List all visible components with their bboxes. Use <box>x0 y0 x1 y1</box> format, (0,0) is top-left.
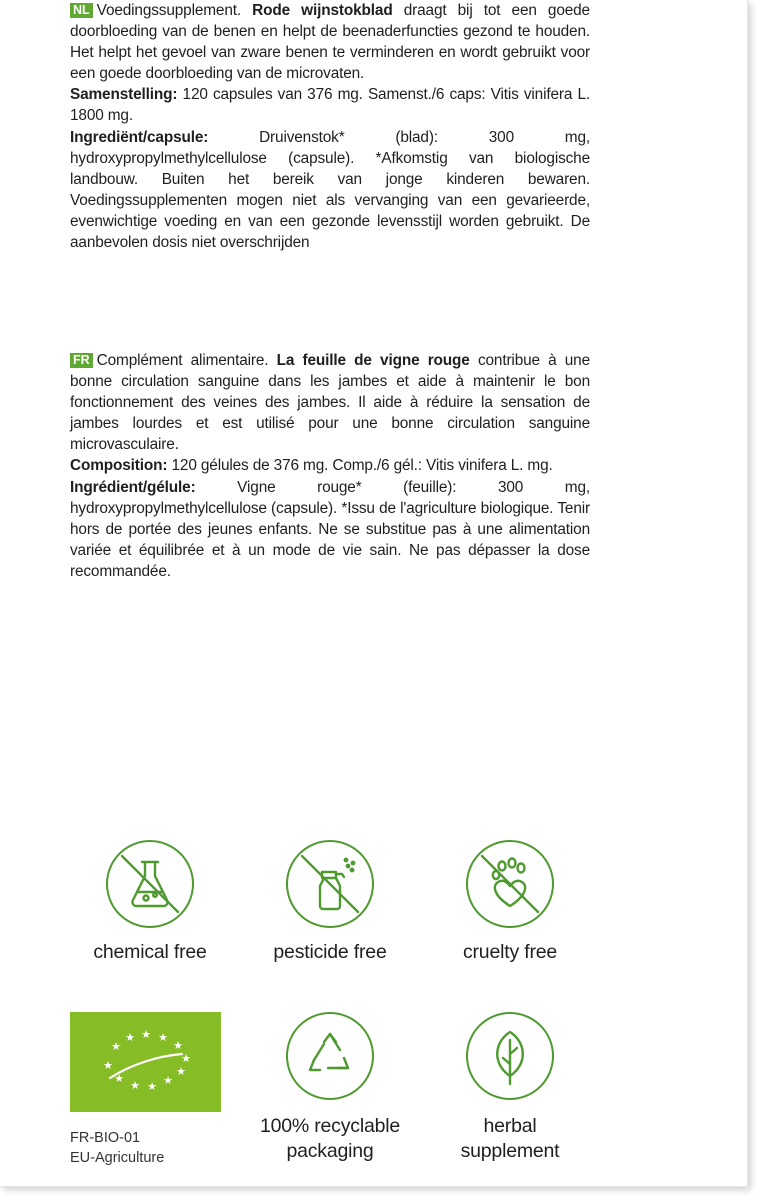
nl-composition-text: 120 capsules van 376 mg. Samenst./6 caps: Vitis vinifera L. 1800 mg. <box>70 86 590 125</box>
svg-text:★: ★ <box>173 1039 183 1052</box>
herbal-label-line2: supplement <box>460 1140 560 1162</box>
svg-text:★: ★ <box>181 1052 191 1065</box>
fr-intro-rest: contribue à une bonne circulation sanguine dans les jambes et aide à maintenir le bon fonctionnement des veines des jambes. Il aide à réduire la sensation de jambes lourdes et est utilisé pour une bonne circulation sanguine microvasculaire. <box>70 352 590 454</box>
spray-bottle-crossed-icon <box>286 840 374 928</box>
paw-heart-crossed-icon <box>466 840 554 928</box>
nl-ingredient-text: Druivenstok* (blad): 300 mg, hydroxypropylmethylcellulose (capsule). *Afkomstig van biologische landbouw. Buiten het bereik van jonge kinderen bewaren. Voedingssupplementen mogen niet als vervanging van een gevarieerde, evenwichtige voeding en van een gezonde levensstijl worden gebruikt. De aanbevolen dosis niet overschrijden <box>70 128 590 252</box>
nl-composition-paragraph <box>70 84 590 126</box>
fr-intro: Complément alimentaire. <box>96 352 269 369</box>
svg-text:★: ★ <box>141 1028 151 1041</box>
svg-text:★: ★ <box>147 1080 157 1093</box>
svg-text:★: ★ <box>125 1031 135 1044</box>
french-text-block <box>70 350 590 582</box>
eu-organic-leaf-logo <box>70 1012 221 1112</box>
cruelty-free-badge <box>430 840 590 965</box>
pesticide-free-badge <box>250 840 410 965</box>
svg-text:★: ★ <box>163 1074 173 1087</box>
fr-ingredient-paragraph <box>70 477 590 582</box>
eu-organic-badge <box>70 1012 230 1168</box>
nl-language-badge: NL <box>70 3 93 18</box>
fr-composition-text: 120 gélules de 376 mg. Comp./6 gél.: Vitis vinifera L. mg. <box>171 457 553 475</box>
herbal-badge <box>430 1012 590 1164</box>
nl-intro: Voedingssupplement. <box>96 2 241 19</box>
nl-intro-rest: draagt bij tot een goede doorbloeding van de benen en helpt de beenaderfuncties gezond te houden. Het helpt het gevoel van zware benen te verminderen en wordt gebruikt voor een goede doorbloeding van de microvaten. <box>70 2 590 83</box>
leaf-icon <box>466 1012 554 1100</box>
nl-ingredient-paragraph <box>70 127 590 254</box>
recycle-icon <box>286 1012 374 1100</box>
svg-text:★: ★ <box>111 1040 121 1053</box>
chemical-free-label: chemical free <box>93 941 207 963</box>
cruelty-free-label: cruelty free <box>462 941 558 963</box>
svg-text:★: ★ <box>176 1065 186 1078</box>
herbal-label-line1: herbal <box>483 1115 537 1137</box>
recyclable-label-line2: packaging <box>286 1140 374 1162</box>
nl-ingredient-label: Ingrediënt/capsule: <box>70 128 209 146</box>
fr-language-badge: FR <box>70 353 93 368</box>
svg-text:★: ★ <box>130 1079 140 1092</box>
svg-text:★: ★ <box>158 1031 168 1044</box>
recyclable-label-line1: 100% recyclable <box>259 1115 401 1137</box>
svg-text:★: ★ <box>114 1072 124 1085</box>
pesticide-free-label: pesticide free <box>273 941 387 963</box>
nl-intro-paragraph <box>70 0 590 84</box>
eu-organic-code-line: FR-BIO-01 <box>70 1130 141 1146</box>
fr-ingredient-text: Vigne rouge* (feuille): 300 mg, hydroxypropylmethylcellulose (capsule). *Issu de l'agriculture biologique. Tenir hors de portée des jeunes enfants. Ne se substitue pas à une alimentation variée et équilibrée et à un mode de vie sain. Ne pas dépasser la dose recommandée. <box>70 478 590 580</box>
nl-product-name: Rode wijnstokblad <box>252 2 393 19</box>
fr-composition-label: Composition: <box>70 457 168 475</box>
recyclable-label <box>250 1114 410 1164</box>
fr-composition-paragraph <box>70 455 590 476</box>
nl-composition-label: Samenstelling: <box>70 86 178 104</box>
herbal-label <box>430 1114 590 1164</box>
eu-agriculture-line: EU-Agriculture <box>70 1150 165 1166</box>
recyclable-badge <box>250 1012 410 1164</box>
eu-organic-codes <box>70 1128 230 1168</box>
fr-intro-paragraph <box>70 350 590 455</box>
chemical-free-badge <box>70 840 230 965</box>
fr-product-name: La feuille de vigne rouge <box>276 352 470 369</box>
fr-ingredient-label: Ingrédient/gélule: <box>70 478 196 496</box>
dutch-text-block <box>70 0 590 253</box>
svg-text:★: ★ <box>103 1059 113 1072</box>
flask-crossed-icon <box>106 840 194 928</box>
